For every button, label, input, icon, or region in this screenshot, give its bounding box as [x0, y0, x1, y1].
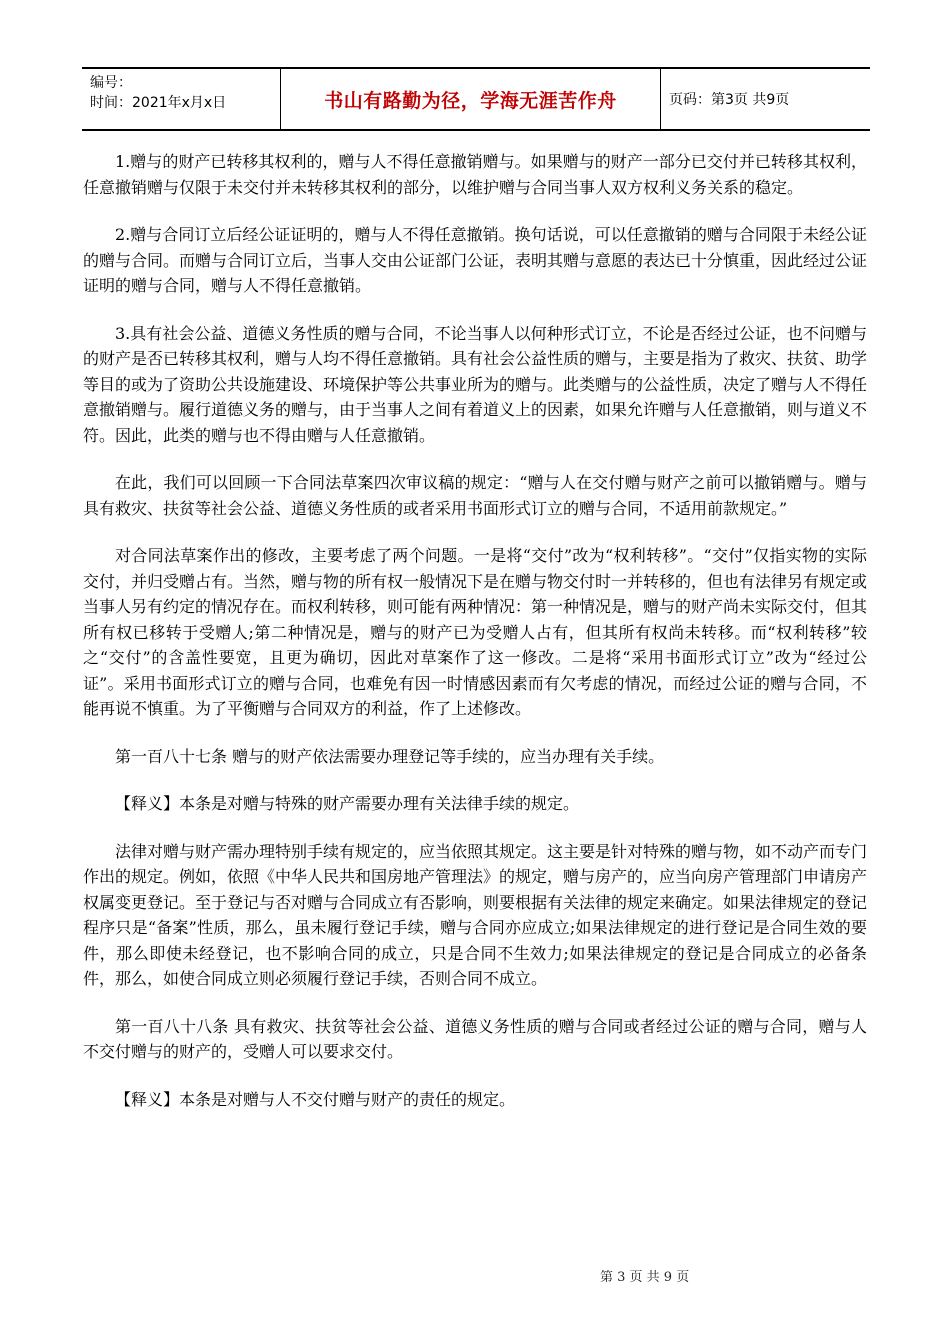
header-meta	[82, 69, 281, 129]
body-paragraph: 在此，我们可以回顾一下合同法草案四次审议稿的规定：“赠与人在交付赠与财产之前可以撤销赠与。赠与具有救灾、扶贫等社会公益、道德义务性质的或者采用书面形式订立的赠与合同，不适用前款规定。”	[83, 473, 867, 518]
interpretation-paragraph: 【释义】本条是对赠与特殊的财产需要办理有关法律手续的规定。	[115, 794, 580, 813]
article-heading: 第一百八十七条 赠与的财产依法需要办理登记等手续的，应当办理有关手续。	[115, 746, 665, 766]
interpretation-paragraph: 【释义】本条是对赠与人不交付赠与财产的责任的规定。	[115, 1089, 516, 1109]
body-paragraph: 2.赠与合同订立后经公证证明的，赠与人不得任意撤销。换句话说，可以任意撤销的赠与合同限于未经公证的赠与合同。而赠与合同订立后，当事人交由公证部门公证，表明其赠与意愿的表达已十分慎重，因此经过公证证明的赠与合同，赠与人不得任意撤销。	[83, 225, 868, 295]
body-paragraph: 1.赠与的财产已转移其权利的，赠与人不得任意撤销赠与。如果赠与的财产一部分已交付并已转移其权利，任意撤销赠与仅限于未交付并未转移其权利的部分，以维护赠与合同当事人双方权利义务关系的稳定。	[83, 152, 867, 197]
header-page-code: 页码：第3页 共9页	[669, 92, 790, 108]
header-motto: 书山有路勤为径，学海无涯苦作舟	[281, 69, 661, 129]
document-number-label: 编号：	[90, 75, 132, 91]
document-header	[82, 67, 870, 131]
page-footer: 第 3 页 共 9 页	[600, 1270, 690, 1285]
document-body	[83, 149, 867, 1134]
body-paragraph: 法律对赠与财产需办理特别手续有规定的，应当依照其规定。这主要是针对特殊的赠与物，如不动产而专门作出的规定。例如，依照《中华人民共和国房地产管理法》的规定，赠与房产的，应当向房产管理部门申请房产权属变更登记。至于登记与否对赠与合同成立有否影响，则要根据有关法律的规定来确定。如果法律规定的登记程序只是“备案”性质，那么，虽未履行登记手续，赠与合同亦应成立;如果法律规定的进行登记是合同生效的要件，那么即使未经登记，也不影响合同的成立，只是合同不生效力;如果法律规定的登记是合同成立的必备条件，那么，如使合同成立则必须履行登记手续，否则合同不成立。	[83, 841, 868, 988]
article-heading: 第一百八十八条 具有救灾、扶贫等社会公益、道德义务性质的赠与合同或者经过公证的赠与合同，赠与人不交付赠与的财产的，受赠人可以要求交付。	[83, 1016, 867, 1061]
body-paragraph: 对合同法草案作出的修改，主要考虑了两个问题。一是将“交付”改为“权利转移”。“交付”仅指实物的实际交付，并归受赠占有。当然，赠与物的所有权一般情况下是在赠与物交付时一并转移的，但也有法律另有规定或当事人另有约定的情况存在。而权利转移，则可能有两种情况：第一种情况是，赠与的财产尚未实际交付，但其所有权已移转于受赠人;第二种情况是，赠与的财产已为受赠人占有，但其所有权尚未转移。而“权利转移”较之“交付”的含盖性要宽，且更为确切，因此对草案作了这一修改。二是将“采用书面形式订立”改为“经过公证”。采用书面形式订立的赠与合同，也难免有因一时情感因素而有欠考虑的情况，而经过公证的赠与合同，不能再说不慎重。为了平衡赠与合同双方的利益，作了上述修改。	[83, 546, 868, 718]
body-paragraph: 3.具有社会公益、道德义务性质的赠与合同，不论当事人以何种形式订立，不论是否经过公证，也不问赠与的财产是否已转移其权利，赠与人均不得任意撤销。具有社会公益性质的赠与，主要是指为了救灾、扶贫、助学等目的或为了资助公共设施建设、环境保护等公共事业所为的赠与。此类赠与的公益性质，决定了赠与人不得任意撤销赠与。履行道德义务的赠与，由于当事人之间有着道义上的因素，如果允许赠与人任意撤销，则与道义不符。因此，此类的赠与也不得由赠与人任意撤销。	[83, 323, 868, 445]
document-time-label: 时间：2021年x月x日	[90, 95, 227, 111]
